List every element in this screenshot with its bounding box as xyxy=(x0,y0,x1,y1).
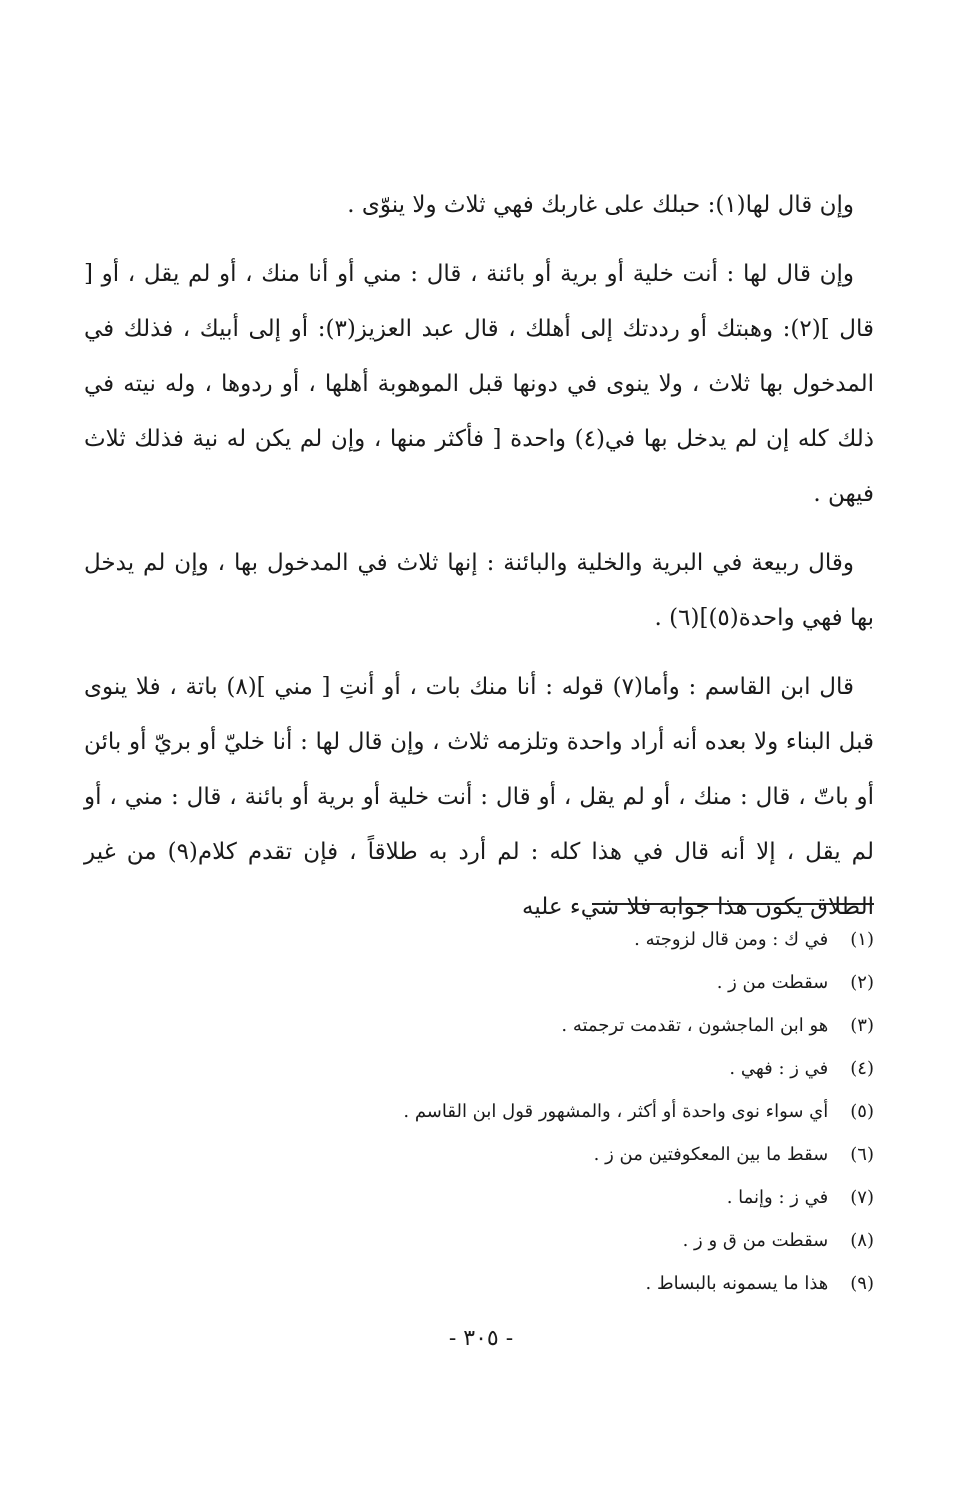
paragraph: قال ابن القاسم : وأما(٧) قوله : أنا منك بات ، أو أنتِ [ مني ](٨) باتة ، فلا ينوى قبل البناء ولا بعده أنه أراد واحدة وتلزمه ثلاث ، وإن قال لها : أنا خليّ أو بريّ أو بائن أو باتّ ، قال : منك ، أو لم يقل ، أو قال : أنت خلية أو برية أو بائنة ، قال : مني ، أو لم يقل ، إلا أنه قال في هذا كله : لم أرد به طلاقاً ، فإن تقدم كلام(٩) من غير الطلاق يكون هذا جوابه فلا شيء عليه xyxy=(84,674,874,920)
footnote-number: (٤) xyxy=(850,1058,874,1079)
footnote-text: سقط ما بين المعكوفتين من ز . xyxy=(593,1144,829,1165)
footnote-number: (٧) xyxy=(850,1187,874,1208)
paragraph: وإن قال لها : أنت خلية أو برية أو بائنة ، قال : مني أو أنا منك ، أو لم يقل ، أو [ قال ](٢): وهبتك أو رددتك إلى أهلك ، قال عبد العزيز(٣): أو إلى أبيك ، فذلك في المدخول بها ثلاث ، ولا ينوى في دونها قبل الموهوبة أهلها ، أو ردوها ، وله نيته في ذلك كله إن لم يدخل بها في(٤) واحدة [ فأكثر منها ، وإن لم يكن له نية فذلك ثلاث فيهن . xyxy=(84,261,874,507)
footnote-text: سقطت من ز . xyxy=(716,972,829,993)
footnote-text: سقطت من ق و ز . xyxy=(682,1230,829,1251)
page-number: - ٣٠٥ - xyxy=(448,1326,514,1351)
footnote xyxy=(84,1262,874,1305)
footnote-number: (٥) xyxy=(850,1101,874,1122)
footnote-number: (٨) xyxy=(850,1230,874,1251)
footnote-number: (١) xyxy=(850,929,874,950)
footnote xyxy=(84,1090,874,1133)
footnotes-list xyxy=(84,918,874,1305)
footnote xyxy=(84,1219,874,1262)
footnote-text: هذا ما يسمونه بالبساط . xyxy=(645,1273,829,1294)
footnote-text: في ك : ومن قال لزوجته . xyxy=(634,929,829,950)
footnote xyxy=(84,1133,874,1176)
paragraph: وقال ربيعة في البرية والخلية والبائنة : إنها ثلاث في المدخول بها ، وإن لم يدخل بها فهي واحدة(٥)](٦) . xyxy=(84,550,874,631)
footnote-number: (٦) xyxy=(850,1144,874,1165)
footnote xyxy=(84,1004,874,1047)
footnote-text: في ز : فهي . xyxy=(729,1058,829,1079)
footnote-number: (٩) xyxy=(850,1273,874,1294)
paragraph: وإن قال لها(١): حبلك على غاربك فهي ثلاث ولا ينوّى . xyxy=(347,192,854,218)
footnote xyxy=(84,961,874,1004)
main-text xyxy=(84,178,874,949)
footnote-text: أي سواء نوى واحدة أو أكثر ، والمشهور قول ابن القاسم . xyxy=(403,1101,829,1122)
footnote xyxy=(84,1176,874,1219)
footnote-text: هو ابن الماجشون ، تقدمت ترجمته . xyxy=(561,1015,829,1036)
footnote-text: في ز : وإنما . xyxy=(726,1187,829,1208)
footnote-separator xyxy=(592,903,874,905)
footnote xyxy=(84,918,874,961)
footnote xyxy=(84,1047,874,1090)
footnote-number: (٣) xyxy=(850,1015,874,1036)
footnote-number: (٢) xyxy=(850,972,874,993)
